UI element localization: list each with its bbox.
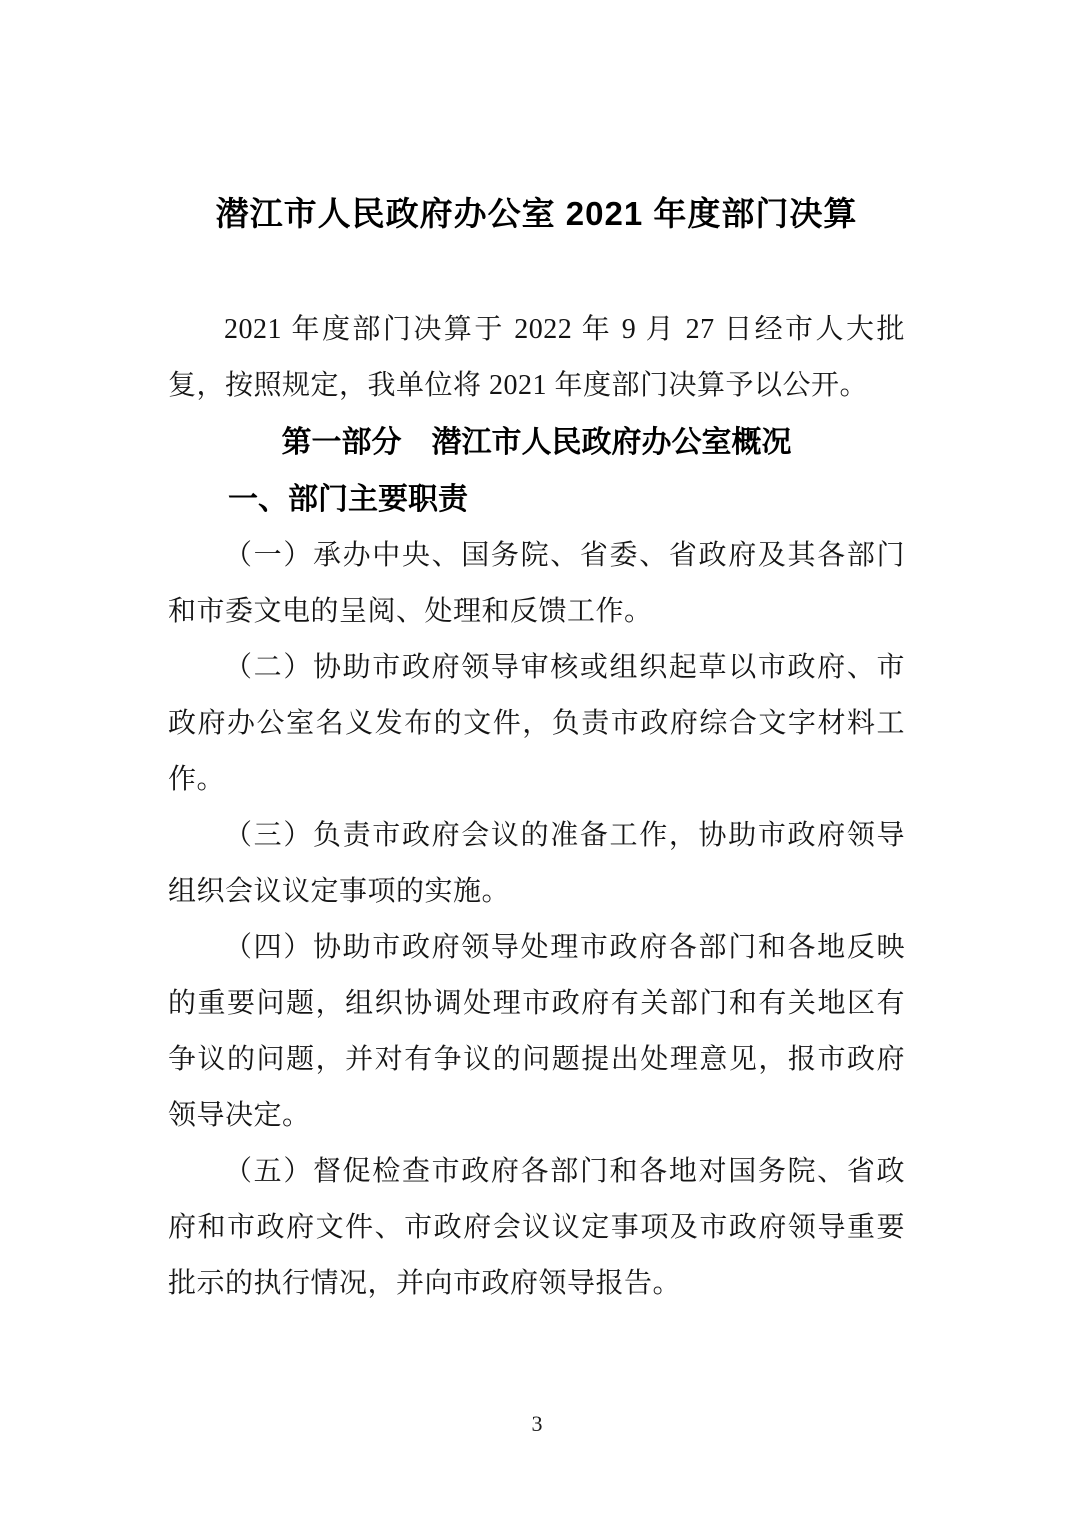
intro-paragraph: 2021 年度部门决算于 2022 年 9 月 27 日经市人大批复，按照规定，我单位将 2021 年度部门决算予以公开。	[168, 314, 905, 401]
subsection-heading-duties: 一、部门主要职责	[228, 483, 468, 516]
duty-paragraph-4: （四）协助市政府领导处理市政府各部门和各地反映的重要问题，组织协调处理市政府有关部门和有关地区有争议的问题，并对有争议的问题提出处理意见，报市政府领导决定。	[168, 932, 905, 1131]
document-title: 潜江市人民政府办公室 2021 年度部门决算	[215, 195, 858, 232]
duty-paragraph-5: （五）督促检查市政府各部门和各地对国务院、省政府和市政府文件、市政府会议议定事项及市政府领导重要批示的执行情况，并向市政府领导报告。	[168, 1156, 905, 1299]
duty-paragraph-3: （三）负责市政府会议的准备工作，协助市政府领导组织会议议定事项的实施。	[168, 820, 905, 907]
section-heading-part-one: 第一部分 潜江市人民政府办公室概况	[281, 426, 792, 459]
duty-paragraph-1: （一）承办中央、国务院、省委、省政府及其各部门和市委文电的呈阅、处理和反馈工作。	[168, 540, 905, 627]
duty-paragraph-2: （二）协助市政府领导审核或组织起草以市政府、市政府办公室名义发布的文件，负责市政府综合文字材料工作。	[168, 652, 905, 795]
page-footer	[0, 1410, 1074, 1438]
document-content	[0, 190, 1074, 1312]
page-number: 3	[531, 1411, 543, 1436]
